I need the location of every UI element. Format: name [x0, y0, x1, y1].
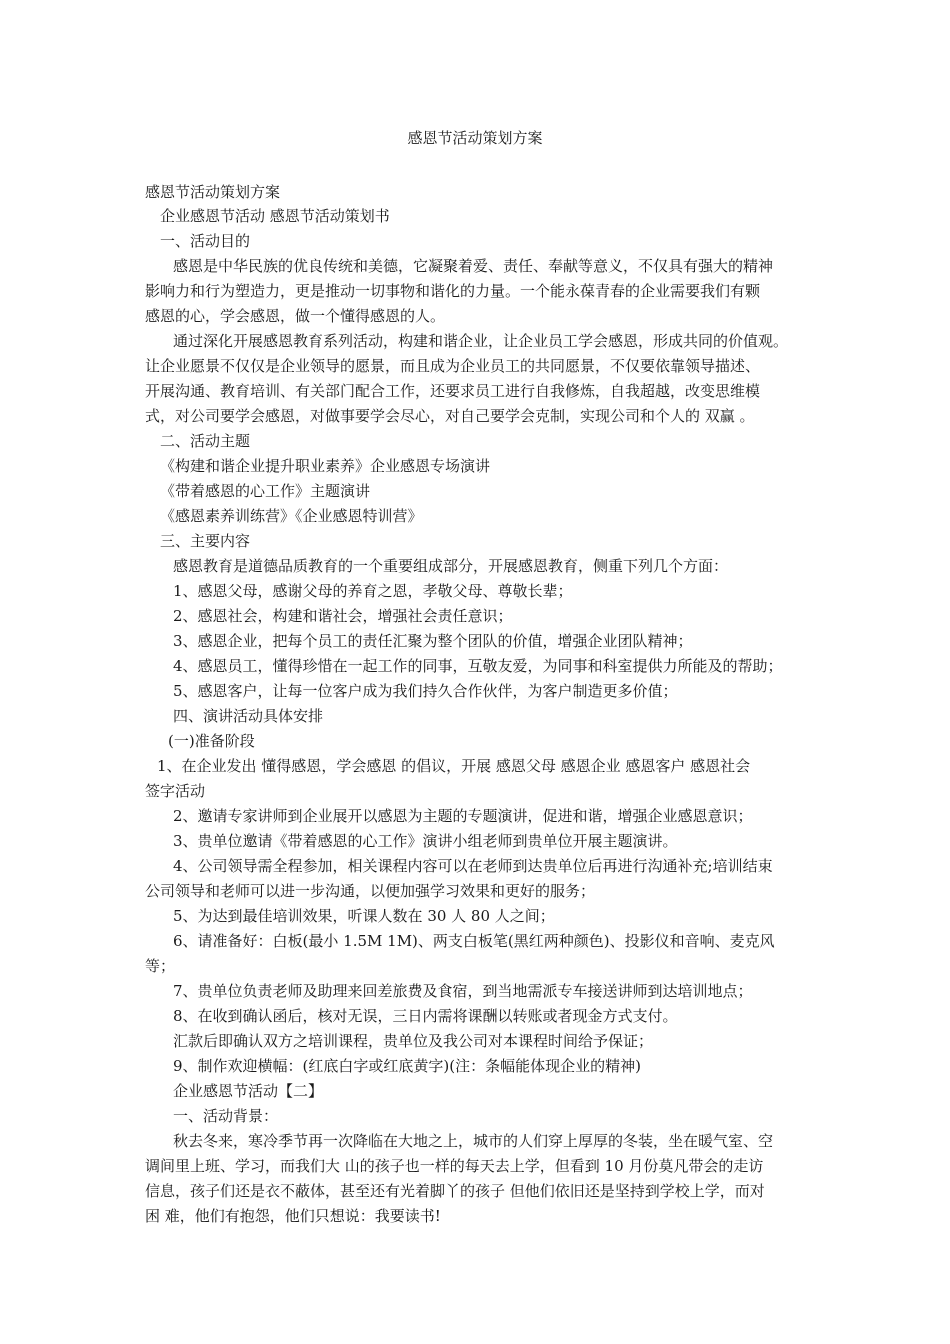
list-item: 3、贵单位邀请《带着感恩的心工作》演讲小组老师到贵单位开展主题演讲。	[173, 832, 678, 850]
paragraph-line: 《带着感恩的心工作》主题演讲	[160, 482, 371, 500]
paragraph-line: 感恩教育是道德品质教育的一个重要组成部分，开展感恩教育，侧重下列几个方面：	[173, 557, 729, 575]
section-heading: 三、主要内容	[160, 532, 251, 550]
paragraph-line: 《感恩素养训练营》《企业感恩特训营》	[160, 507, 423, 525]
section-heading: 一、活动背景：	[173, 1107, 279, 1125]
list-item: 4、感恩员工，懂得珍惜在一起工作的同事，互敬友爱，为同事和科室提供力所能及的帮助；	[173, 657, 783, 675]
paragraph-line: 通过深化开展感恩教育系列活动，构建和谐企业，让企业员工学会感恩，形成共同的价值观。	[173, 332, 789, 350]
section-heading: 二、活动主题	[160, 432, 251, 450]
list-item: 3、感恩企业，把每个员工的责任汇聚为整个团队的价值，增强企业团队精神；	[173, 632, 693, 650]
paragraph-line: 信息，孩子们还是衣不蔽体，甚至还有光着脚丫的孩子 但他们依旧还是坚持到学校上学，而对	[145, 1182, 765, 1200]
doc-heading: 感恩节活动策划方案	[145, 183, 281, 201]
list-item: 7、贵单位负责老师及助理来回差旅费及食宿，到当地需派专车接送讲师到达培训地点；	[173, 982, 753, 1000]
doc-subheading: 企业感恩节活动 感恩节活动策划书	[160, 207, 390, 225]
list-item: 5、感恩客户，让每一位客户成为我们持久合作伙伴，为客户制造更多价值；	[173, 682, 678, 700]
paragraph-line: 秋去冬来，寒冷季节再一次降临在大地之上，城市的人们穿上厚厚的冬装，坐在暖气室、空	[173, 1132, 774, 1150]
paragraph-line: 开展沟通、教育培训、有关部门配合工作，还要求员工进行自我修炼，自我超越，改变思维模	[145, 382, 761, 400]
list-item: 1、在企业发出 懂得感恩，学会感恩 的倡议，开展 感恩父母 感恩企业 感恩客户 感恩社会	[157, 757, 751, 775]
list-item: 9、制作欢迎横幅：(红底白字或红底黄字)(注：条幅能体现企业的精神)	[173, 1057, 641, 1075]
section-heading: 一、活动目的	[160, 232, 251, 250]
document-title: 感恩节活动策划方案	[407, 129, 543, 147]
paragraph-line: 调间里上班、学习，而我们大 山的孩子也一样的每天去上学，但看到 10 月份莫凡带会的走访	[145, 1157, 764, 1175]
list-item: 2、邀请专家讲师到企业展开以感恩为主题的专题演讲，促进和谐，增强企业感恩意识；	[173, 807, 753, 825]
list-item: 4、公司领导需全程参加，相关课程内容可以在老师到达贵单位后再进行沟通补充;培训结束	[173, 857, 773, 875]
list-item: 1、感恩父母，感谢父母的养育之恩，孝敬父母、尊敬长辈；	[173, 582, 573, 600]
list-item: 2、感恩社会，构建和谐社会，增强社会责任意识；	[173, 607, 513, 625]
paragraph-line: 让企业愿景不仅仅是企业领导的愿景，而且成为企业员工的共同愿景，不仅要依靠领导描述、	[145, 357, 761, 375]
list-item: 5、为达到最佳培训效果，听课人数在 30 人 80 人之间；	[173, 907, 555, 925]
section-heading: 企业感恩节活动【二】	[173, 1082, 324, 1100]
paragraph-line: 困 难，他们有抱怨，他们只想说：我要读书!	[145, 1207, 441, 1225]
paragraph-line: 等；	[145, 957, 176, 975]
section-heading: 四、演讲活动具体安排	[173, 707, 324, 725]
paragraph-line: 《构建和谐企业提升职业素养》企业感恩专场演讲	[160, 457, 491, 475]
paragraph-line: 影响力和行为塑造力，更是推动一切事物和谐化的力量。一个能永葆青春的企业需要我们有颗	[145, 282, 761, 300]
paragraph-line: 公司领导和老师可以进一步沟通，以便加强学习效果和更好的服务；	[145, 882, 596, 900]
paragraph-line: 汇款后即确认双方之培训课程，贵单位及我公司对本课程时间给予保证；	[173, 1032, 654, 1050]
paragraph-line: 签字活动	[145, 782, 206, 800]
subsection-heading: (一)准备阶段	[168, 732, 255, 750]
paragraph-line: 感恩是中华民族的优良传统和美德，它凝聚着爱、责任、奉献等意义，不仅具有强大的精神	[173, 257, 774, 275]
list-item: 8、在收到确认函后，核对无误，三日内需将课酬以转账或者现金方式支付。	[173, 1007, 678, 1025]
list-item: 6、请准备好：白板(最小 1.5M 1M)、两支白板笔(黑红两种颜色)、投影仪和音响、麦克风	[173, 932, 775, 950]
paragraph-line: 感恩的心，学会感恩，做一个懂得感恩的人。	[145, 307, 446, 325]
paragraph-line: 式，对公司要学会感恩，对做事要学会尽心，对自己要学会克制，实现公司和个人的 双赢 。	[145, 407, 755, 425]
